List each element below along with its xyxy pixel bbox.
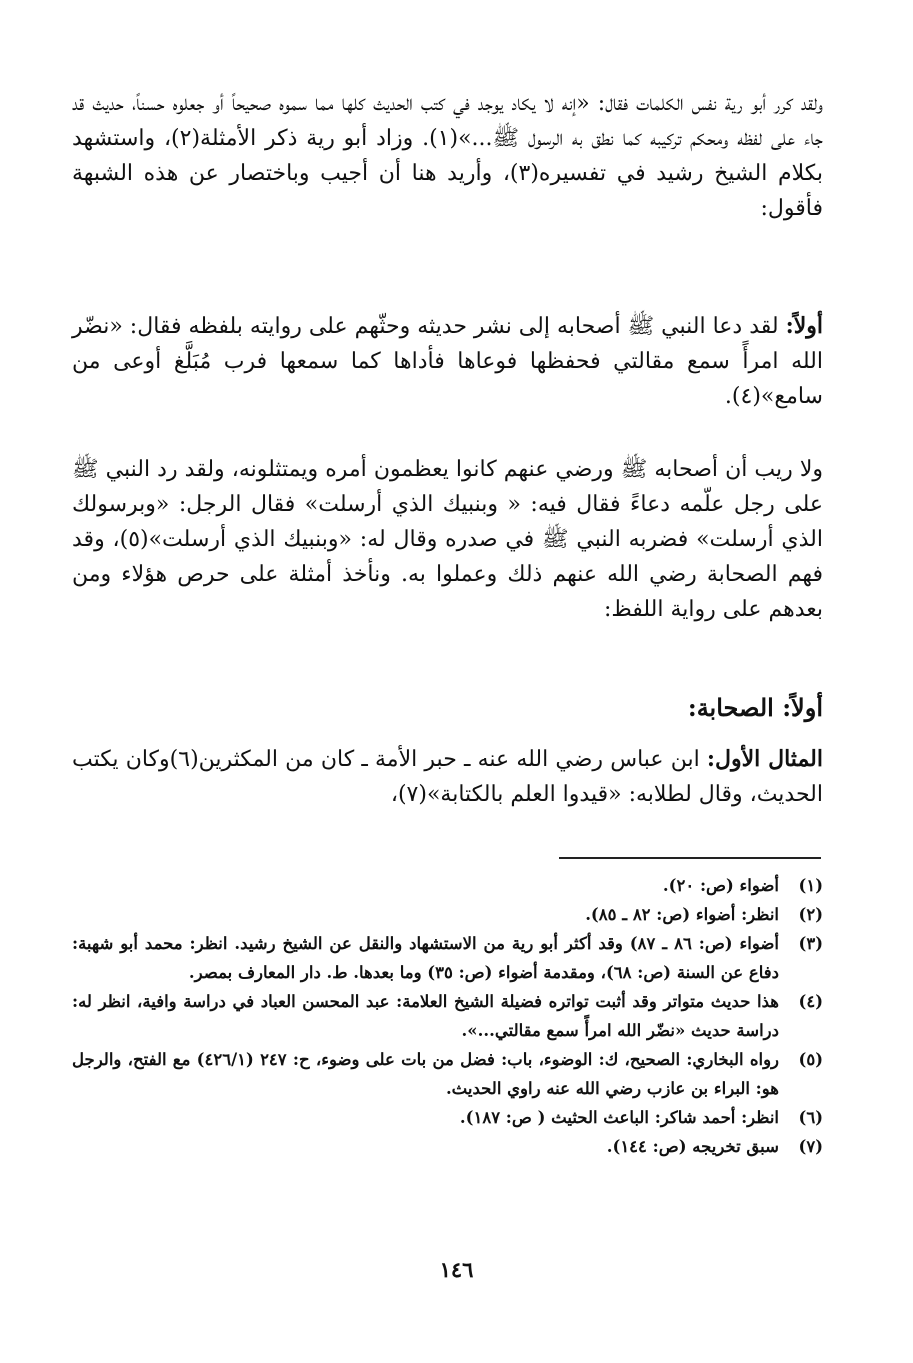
footnote-text: رواه البخاري: الصحيح، ك: الوضوء، باب: فضل من بات على وضوء، ح: ٢٤٧ (٤٢٦/١) مع الفتح، والرجل هو: البراء بن عازب رضي الله عنه راوي الحديث.	[72, 1050, 780, 1098]
paragraph-3	[72, 452, 823, 627]
footnote-number: (٣)	[798, 934, 823, 953]
paragraph-1-text: ولقد كرر أبو رية نفس الكلمات فقال: «إنه لا يكاد يوجد في كتب الحديث كلها مما سموه صحيحاً أو جعلوه حسناً، حديث قد جاء على لفظه ومحكم تركيبه كما نطق به الرسول ﷺ...»(١). وزاد أبو رية ذكر الأمثلة(٢)، واستشهد بكلام الشيخ رشيد في تفسيره(٣)، وأريد هنا أن أجيب وباختصار عن هذه الشبهة فأقول:	[72, 91, 823, 221]
footnote-text: انظر: أحمد شاكر: الباعث الحثيث ( ص: ١٨٧).	[459, 1108, 779, 1127]
footnotes	[72, 871, 823, 1161]
paragraph-1	[72, 86, 823, 226]
section-heading: أولاً: الصحابة:	[687, 693, 823, 722]
footnote	[72, 1103, 823, 1132]
footnote-number: (٦)	[798, 1108, 823, 1127]
paragraph-2-lead: أولاً:	[785, 313, 823, 339]
footnote-text: انظر: أضواء (ص: ٨٢ ـ ٨٥).	[585, 905, 779, 924]
footnote-number: (٢)	[798, 905, 823, 924]
footnote	[72, 1132, 823, 1161]
paragraph-4-lead: المثال الأول:	[706, 746, 823, 772]
footnote	[72, 987, 823, 1045]
footnote-number: (٥)	[798, 1050, 823, 1069]
footnote-number: (١)	[798, 876, 823, 895]
footnote-text: أضواء (ص: ٢٠).	[662, 876, 779, 895]
footnote-text: أضواء (ص: ٨٦ ـ ٨٧) وقد أكثر أبو رية من الاستشهاد والنقل عن الشيخ رشيد. انظر: محمد أبو شهبة: دفاع عن السنة (ص: ٦٨)، ومقدمة أضواء (ص: ٣٥) وما بعدها. ط. دار المعارف بمصر.	[72, 934, 780, 982]
footnote-number: (٧)	[798, 1137, 823, 1156]
page-number: ١٤٦	[439, 1257, 474, 1282]
footnote	[72, 929, 823, 987]
paragraph-4-text: ابن عباس رضي الله عنه ـ حبر الأمة ـ كان من المكثرين(٦)وكان يكتب الحديث، وقال لطلابه: «قيدوا العلم بالكتابة»(٧)،	[72, 747, 823, 807]
footnote	[72, 1045, 823, 1103]
footnote-divider	[559, 857, 821, 859]
paragraph-2	[72, 309, 823, 414]
paragraph-2-text: لقد دعا النبي ﷺ أصحابه إلى نشر حديثه وحثّهم على روايته بلفظه فقال: «نضّر الله امرأً سمع مقالتي فحفظها فوعاها فأداها كما سمعها فرب مُبَلَّغ أوعى من سامع»(٤).	[72, 314, 823, 409]
paragraph-3-text: ولا ريب أن أصحابه ﷺ ورضي عنهم كانوا يعظمون أمره ويمتثلونه، ولقد رد النبي ﷺ على رجل علّمه دعاءً فقال فيه: « وبنبيك الذي أرسلت» فقال الرجل: «وبرسولك الذي أرسلت» فضربه النبي ﷺ في صدره وقال له: «وبنبيك الذي أرسلت»(٥)، وقد فهم الصحابة رضي الله عنهم ذلك وعملوا به. ونأخذ أمثلة على حرص هؤلاء ومن بعدهم على رواية اللفظ:	[72, 457, 823, 622]
footnote	[72, 900, 823, 929]
footnote-text: سبق تخريجه (ص: ١٤٤).	[606, 1137, 779, 1156]
footnote-text: هذا حديث متواتر وقد أثبت تواتره فضيلة الشيخ العلامة: عبد المحسن العباد في دراسة وافية، انظر له: دراسة حديث «نضّر الله امرأً سمع مقالتي...».	[72, 992, 779, 1040]
footnote-number: (٤)	[798, 992, 823, 1011]
paragraph-4	[72, 742, 823, 812]
footnote	[72, 871, 823, 900]
